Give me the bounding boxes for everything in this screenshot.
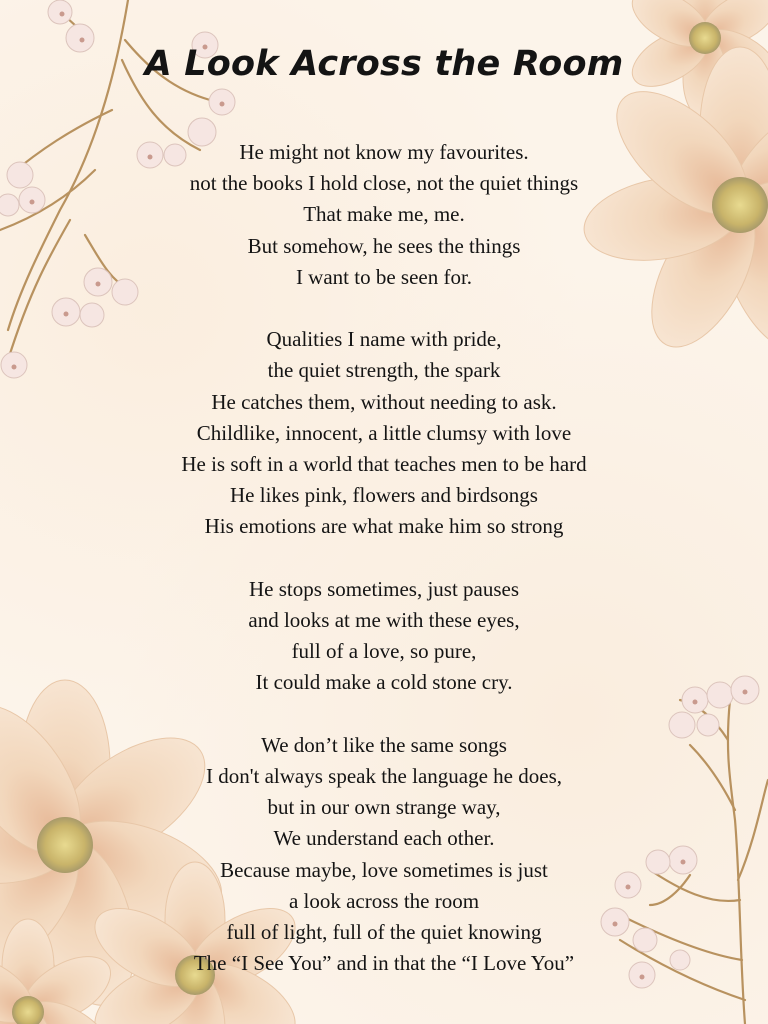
poem-title: A Look Across the Room	[144, 44, 624, 84]
poem-body	[0, 137, 768, 1011]
poem-line: a look across the room	[288, 888, 480, 913]
poem-line: Qualities I name with pride,	[266, 327, 502, 352]
poem-line: We understand each other.	[273, 826, 495, 851]
poem-line: But somehow, he sees the things	[247, 233, 521, 258]
poem-line: Childlike, innocent, a little clumsy with love	[196, 420, 572, 445]
poem-line: He is soft in a world that teaches men to be hard	[181, 452, 587, 477]
stanza-2	[0, 324, 768, 542]
stanza-1	[0, 137, 768, 293]
poem-line: He likes pink, flowers and birdsongs	[230, 483, 538, 508]
poem-line: That make me, me.	[303, 202, 465, 227]
poem-line: full of light, full of the quiet knowing	[226, 920, 542, 945]
stanza-3	[0, 574, 768, 699]
poem-line: We don’t like the same songs	[261, 732, 507, 757]
poem-line: full of a love, so pure,	[291, 639, 477, 664]
poem-line: and looks at me with these eyes,	[248, 608, 520, 633]
poem-line: He might not know my favourites.	[239, 140, 529, 164]
poem-line: It could make a cold stone cry.	[255, 670, 513, 695]
poem-line: The “I See You” and in that the “I Love You”	[193, 951, 575, 976]
stanza-4	[0, 730, 768, 980]
poem-line: I don't always speak the language he does,	[205, 764, 562, 789]
poem-line: Because maybe, love sometimes is just	[220, 857, 548, 882]
poem-line: I want to be seen for.	[295, 264, 473, 289]
poem-line: His emotions are what make him so strong	[204, 514, 564, 539]
poem-line: He catches them, without needing to ask.	[211, 389, 557, 414]
poem-line: He stops sometimes, just pauses	[248, 576, 520, 601]
poem-line: the quiet strength, the spark	[267, 358, 501, 383]
poem-line: but in our own strange way,	[267, 795, 501, 820]
poem-line: not the books I hold close, not the quiet things	[189, 171, 579, 196]
